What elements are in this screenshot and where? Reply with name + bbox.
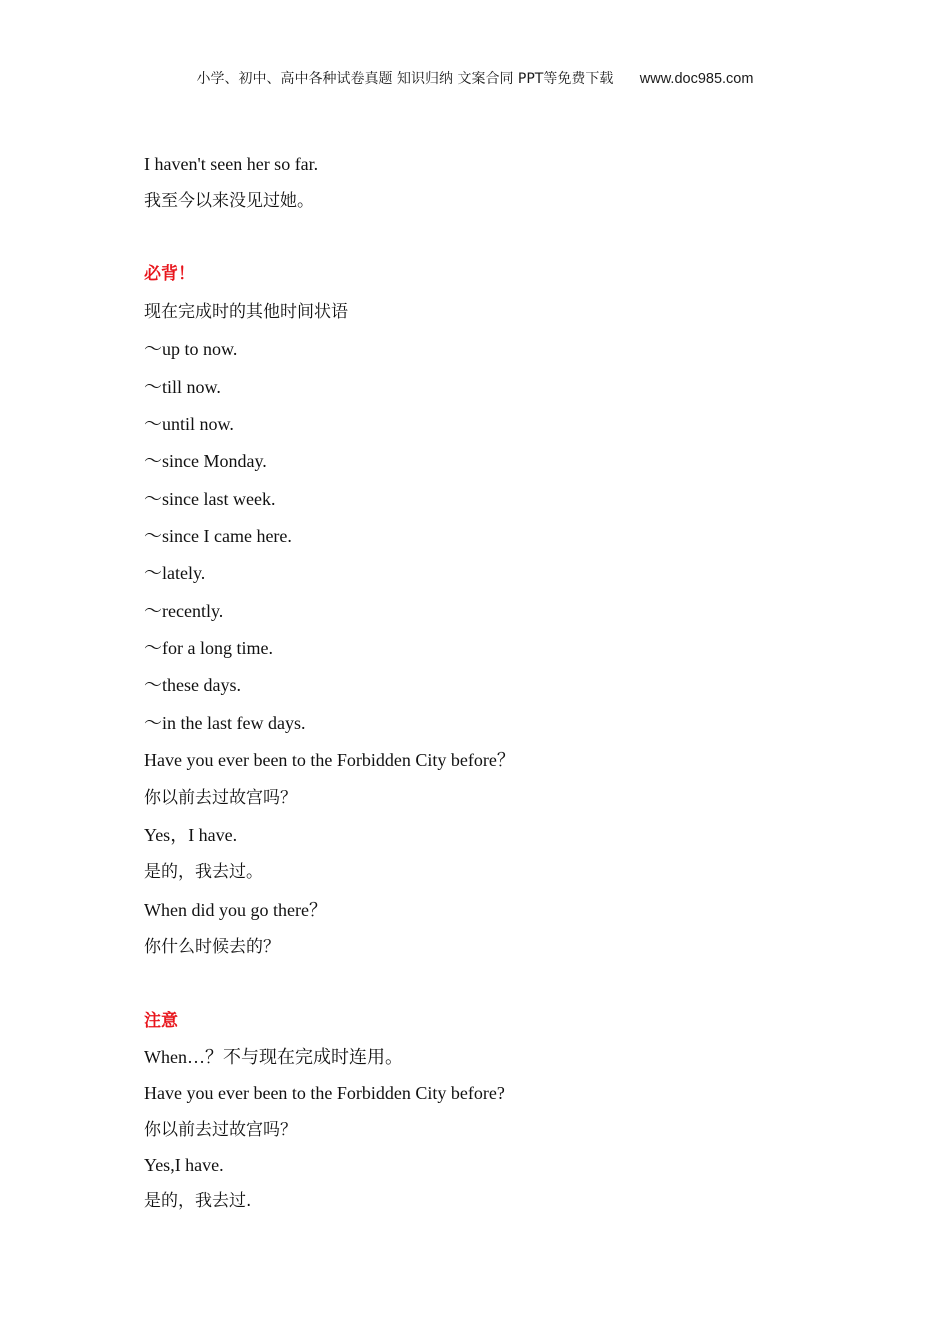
page-header — [0, 68, 950, 88]
text-line: Yes,I have. — [144, 1155, 224, 1175]
site-url-link[interactable]: www.doc985.com — [639, 71, 754, 87]
text-line: ～recently. — [144, 601, 224, 621]
text-line: 我至今以来没见过她。 — [144, 191, 314, 211]
text-line: When…？不与现在完成时连用。 — [144, 1047, 403, 1067]
text-line: When did you go there？ — [144, 900, 327, 920]
text-line: ～in the last few days. — [144, 713, 306, 733]
text-line: I haven't seen her so far. — [144, 154, 319, 174]
section-heading-must-memorize: 必背！ — [144, 264, 195, 284]
text-line: Have you ever been to the Forbidden City before？ — [144, 750, 515, 770]
text-line: ～lately. — [144, 563, 206, 583]
text-line: 你以前去过故宫吗？ — [144, 788, 297, 808]
text-line: ～since last week. — [144, 489, 276, 509]
text-line: 是的，我去过。 — [144, 862, 263, 882]
text-line: ～these days. — [144, 675, 241, 695]
text-line: 是的，我去过. — [144, 1191, 252, 1211]
text-line: ～since Monday. — [144, 451, 267, 471]
text-line: ～for a long time. — [144, 638, 273, 658]
text-line: Have you ever been to the Forbidden City before? — [144, 1083, 505, 1103]
header-text: 小学、初中、高中各种试卷真题 知识归纳 文案合同 PPT等免费下载 — [196, 71, 614, 87]
text-line: 你以前去过故宫吗？ — [144, 1120, 297, 1140]
text-line: ～up to now. — [144, 339, 238, 359]
text-line: 现在完成时的其他时间状语 — [144, 302, 348, 322]
text-line: Yes，I have. — [144, 825, 238, 845]
section-heading-note: 注意 — [144, 1011, 178, 1031]
text-line: 你什么时候去的？ — [144, 937, 280, 957]
text-line: ～till now. — [144, 377, 221, 397]
text-line: ～until now. — [144, 414, 234, 434]
text-line: ～since I came here. — [144, 526, 292, 546]
